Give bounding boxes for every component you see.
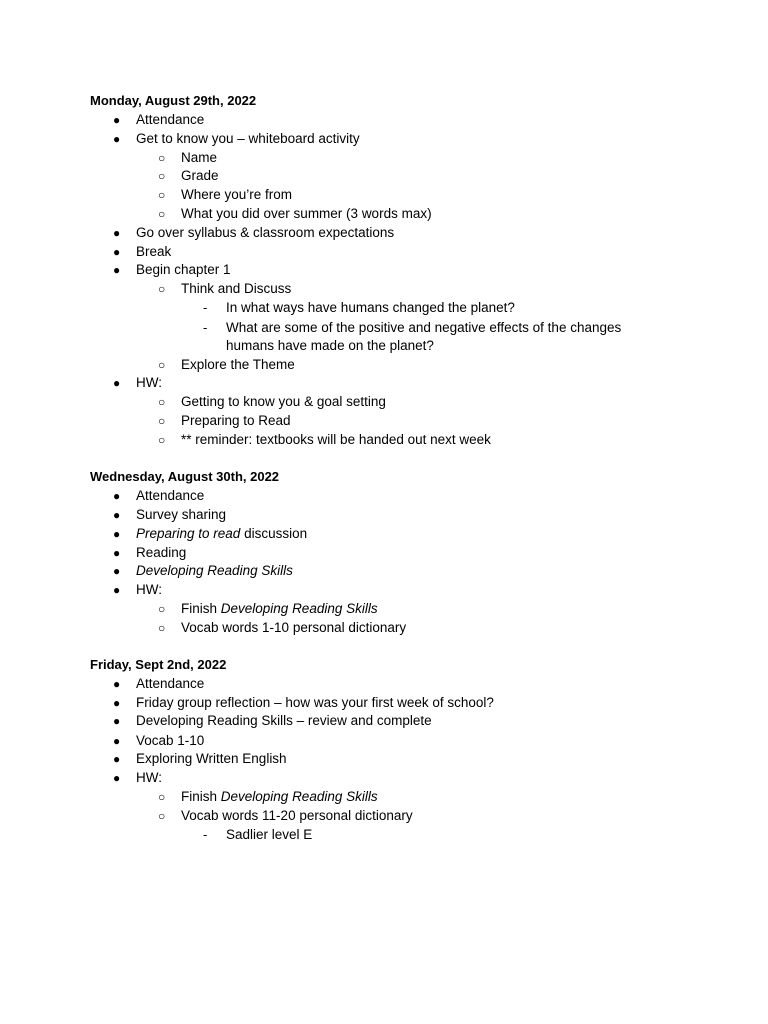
- list-item: [203, 300, 515, 316]
- list-item: [113, 545, 187, 561]
- list-item-text: What are some of the positive and negative effects of the changes: [226, 320, 622, 335]
- list-item: [158, 206, 432, 222]
- circle-marker: ○: [158, 790, 166, 804]
- bullet-marker: ●: [113, 696, 121, 710]
- list-item: [158, 620, 407, 636]
- list-item-text: Sadlier level E: [226, 827, 313, 842]
- list-item: [158, 413, 291, 429]
- list-item: [113, 676, 205, 692]
- list-item: [158, 789, 378, 805]
- list-item-text: Break: [136, 244, 172, 259]
- list-item: [203, 827, 313, 843]
- bullet-marker: ●: [113, 489, 121, 503]
- list-item-text: HW:: [136, 375, 162, 390]
- circle-marker: ○: [158, 602, 166, 616]
- list-item-text: Grade: [181, 168, 219, 183]
- list-item: [158, 357, 295, 373]
- list-item-text: What you did over summer (3 words max): [181, 206, 432, 221]
- list-item-text: humans have made on the planet?: [226, 338, 434, 353]
- list-item-text: Attendance: [136, 488, 205, 503]
- list-item: [158, 281, 292, 297]
- bullet-marker: ●: [113, 263, 121, 277]
- list-item-text-italic: Developing Reading Skills: [220, 789, 378, 804]
- list-item-text: Explore the Theme: [181, 357, 295, 372]
- list-item: [113, 563, 293, 579]
- bullet-marker: ●: [113, 527, 121, 541]
- list-item: [113, 733, 205, 749]
- list-item: [113, 582, 162, 598]
- list-item-text-italic: Developing Reading Skills: [220, 601, 378, 616]
- circle-marker: ○: [158, 207, 166, 221]
- bullet-marker: ●: [113, 752, 121, 766]
- bullet-marker: ●: [113, 132, 121, 146]
- bullet-marker: ●: [113, 546, 121, 560]
- list-item: [113, 751, 287, 767]
- list-item-text: Developing Reading Skills – review and complete: [136, 713, 432, 728]
- list-item-text: Attendance: [136, 676, 205, 691]
- circle-marker: ○: [158, 395, 166, 409]
- list-item-text: HW:: [136, 582, 162, 597]
- list-item-text: Reading: [136, 545, 187, 560]
- list-item-text: Name: [181, 150, 218, 165]
- list-item: [113, 526, 308, 542]
- circle-marker: ○: [158, 282, 166, 296]
- list-item: [113, 713, 432, 729]
- list-item: [113, 262, 231, 278]
- circle-marker: ○: [158, 169, 166, 183]
- day-heading-wednesday: Wednesday, August 30th, 2022: [90, 469, 280, 484]
- bullet-marker: ●: [113, 113, 121, 127]
- circle-marker: ○: [158, 188, 166, 202]
- bullet-marker: ●: [113, 245, 121, 259]
- bullet-marker: ●: [113, 583, 121, 597]
- list-item-text-italic: Preparing to read: [136, 526, 241, 541]
- circle-marker: ○: [158, 151, 166, 165]
- circle-marker: ○: [158, 358, 166, 372]
- list-item-text: Finish: [181, 789, 221, 804]
- list-item-text: Think and Discuss: [181, 281, 292, 296]
- dash-marker: -: [203, 320, 208, 335]
- list-item: [113, 770, 162, 786]
- list-item: [158, 808, 413, 824]
- list-item-text: discussion: [240, 526, 308, 541]
- list-item-text: Go over syllabus & classroom expectations: [136, 225, 395, 240]
- list-item-text: HW:: [136, 770, 162, 785]
- list-item: [158, 394, 386, 410]
- list-item-text: Attendance: [136, 112, 205, 127]
- bullet-marker: ●: [113, 677, 121, 691]
- day-heading-monday: Monday, August 29th, 2022: [90, 93, 257, 108]
- list-item-text: Where you’re from: [181, 187, 293, 202]
- list-item: [158, 168, 219, 184]
- list-item: [113, 225, 395, 241]
- list-item-continuation: [226, 338, 434, 354]
- list-item-text: In what ways have humans changed the planet?: [226, 300, 515, 315]
- bullet-marker: ●: [113, 714, 121, 728]
- dash-marker: -: [203, 300, 208, 315]
- bullet-marker: ●: [113, 734, 121, 748]
- list-item: [113, 131, 360, 147]
- list-item-text: Vocab words 1-10 personal dictionary: [181, 620, 407, 635]
- list-item-text: Begin chapter 1: [136, 262, 231, 277]
- list-item-text: Get to know you – whiteboard activity: [136, 131, 360, 146]
- list-item: [113, 488, 205, 504]
- list-item: [113, 507, 227, 523]
- circle-marker: ○: [158, 433, 166, 447]
- list-item: [158, 432, 491, 448]
- circle-marker: ○: [158, 414, 166, 428]
- bullet-marker: ●: [113, 771, 121, 785]
- day-heading-friday: Friday, Sept 2nd, 2022: [90, 657, 227, 672]
- list-item-text: Vocab words 11-20 personal dictionary: [181, 808, 413, 823]
- list-item: [158, 187, 293, 203]
- circle-marker: ○: [158, 621, 166, 635]
- bullet-marker: ●: [113, 376, 121, 390]
- bullet-marker: ●: [113, 564, 121, 578]
- list-item: [203, 320, 622, 336]
- list-item-text: Finish: [181, 601, 221, 616]
- list-item-text: Preparing to Read: [181, 413, 291, 428]
- list-item: [113, 375, 162, 391]
- list-item: [113, 244, 172, 260]
- bullet-marker: ●: [113, 508, 121, 522]
- list-item: [158, 601, 378, 617]
- list-item: [113, 695, 494, 711]
- list-item-text: Getting to know you & goal setting: [181, 394, 386, 409]
- list-item: [113, 112, 205, 128]
- list-item: [158, 150, 218, 166]
- circle-marker: ○: [158, 809, 166, 823]
- dash-marker: -: [203, 827, 208, 842]
- list-item-text-italic: Developing Reading Skills: [136, 563, 293, 578]
- bullet-marker: ●: [113, 226, 121, 240]
- list-item-text: ** reminder: textbooks will be handed out next week: [181, 432, 491, 447]
- list-item-text: Vocab 1-10: [136, 733, 205, 748]
- list-item-text: Exploring Written English: [136, 751, 287, 766]
- list-item-text: Survey sharing: [136, 507, 227, 522]
- list-item-text: Friday group reflection – how was your first week of school?: [136, 695, 494, 710]
